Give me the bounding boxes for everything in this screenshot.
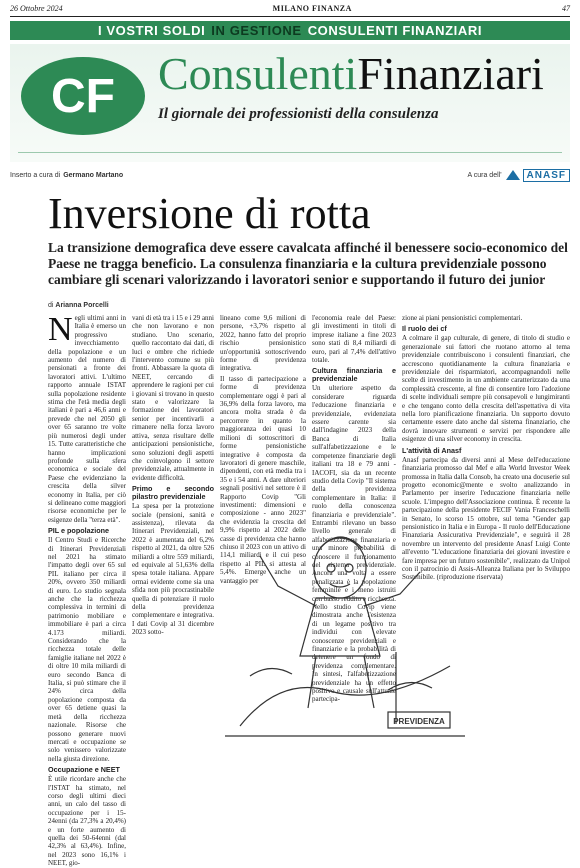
col3-paragraph-2: Il tasso di partecipazione a forme di previdenza complementare oggi è pari al 36,9% della forza lavoro, ma ancora molta strada è da percorrere in quanto la maggioranza dei quasi 10 milioni di sottoscrittori di forme pensionistiche integrative è composta da lavoratori di genere maschile, dipendenti, con età media tra i 35 e i 54 anni. A dare ulteriori segnali positivi nel settore è il Rapporto Covip "Gli investimenti: dimensioni e composizione - anno 2023" che evidenzia la crescita del 9,9% rispetto al 2022 delle casse di previdenza che hanno chiuso il 2023 con un attivo di 114,1 miliardi e il cui peso rispetto al PIL si attesta al 5,4%. Emerge anche un vantaggio per [220, 374, 306, 585]
illustration-sign: PREVIDENZA [393, 717, 445, 726]
col1-subheading-1: PIL e popolazione [48, 526, 109, 536]
drop-cap: N [48, 311, 73, 348]
article-deck: La transizione demografica deve essere cavalcata affinché il benessere socio-economico del Paese ne tragga beneficio. La consulenza finanziaria e la cultura previdenziale possono cambiare gli scenari valorizzando i lavoratori senior e supportando il futuro dei junior [48, 240, 568, 287]
col5-paragraph-3: Anasf partecipa da diversi anni al Mese dell'educazione finanziaria promosso dal Mef e alla World Investor Week promossa in Italia dalla Consob, ha creato una docuserie sul progetto economic@mente e svolto analizzando in Parlamento per inserire l'educazione finanziaria nelle scuole. L'impegno dell'Associazione continua. È recente la partecipazione della presidente FECIF Vania Franceschelli in Senato, lo scorso 15 ottobre, sul tema "Gender gap pensionistico in Italia e in Europa - Il ruolo dell'Educazione Finanziaria Assicurativa Previdenziale", e seguirà il 28 novembre un intervento del presidente Anasf Luigi Conte all'evento "L'educazione finanziaria dei giovani investire e fare impresa per un futuro sostenibile", realizzato da Unipol con il patrocinio di Assis-Alleanza Italiana per lo Sviluppo Sostenibile. (riproduzione riservata) [402, 455, 570, 582]
banner-part3: CONSULENTI FINANZIARI [307, 23, 483, 38]
masthead-title-part2: Finanziari [357, 48, 544, 99]
logo-letters: CF [51, 70, 115, 123]
masthead-title [158, 46, 544, 102]
banner-part2: IN GESTIONE [211, 23, 302, 38]
page-number: 47 [561, 4, 570, 13]
anasf-name: ANASF [523, 169, 570, 182]
col1-paragraph-2: Il Centro Studi e Ricerche di Itinerari Previdenziali nel 2021 ha stimato l'impatto degli over 65 sul PIL italiano per circa il 20%, ovvero 350 miliardi di euro. Lo studio segnala anche che la ricchezza complessiva in termini di patrimonio mobiliare e immobiliare è pari a circa 4.173 miliardi. Considerando che la ricchezza totale delle famiglie italiane nel 2022 è di oltre 10 mila miliardi di euro secondo Banca di Italia, si può stimare che il 24% circa della popolazione composta da over 65 detiene quasi la metà della ricchezza nazionale. Risorse che possono generare nuovi mercati e occupazione se solo venissero valorizzate nella giusta direzione. [48, 536, 126, 763]
col2-paragraph-2: La spesa per la protezione sociale (pensioni, sanità e assistenza), rilevata da Itinerari Previdenziali, nel 2022 è aumentata del 6,2% rispetto al 2021, da oltre 526 miliardi a oltre 559 miliardi, ed equivale al 51,63% della spesa totale italiana. Appare ormai evidente come sia una sfida non più procrastinabile quella di potenziare il ruolo della previdenza complementare e integrativa. I dati Covip al 31 dicembre 2023 sotto- [132, 502, 214, 637]
col2-paragraph-1: vani di età tra i 15 e i 29 anni che non lavorano e non studiano. Uno scenario, quello raccontato dai dati, di luci e ombre che richiede l'intervento comune su più fronti. Abbassare la quota di NEET, cercando di apprendere le ragioni per cui i giovani si trovano in questo stato e valorizzare la formazione dei lavoratori senior per incentivarli a rimanere nella forza lavoro attiva, senza risultare delle anticipazioni pensionistiche, sono soluzioni degli aspetti che coinvolgono il settore previdenziale, attualmente in evidente difficoltà. [132, 314, 214, 482]
insert-label: Inserto a cura di [10, 171, 61, 179]
article-column-1 [48, 311, 126, 868]
masthead-subtitle: Il giornale dei professionisti della consulenza [158, 106, 439, 122]
insert-credits [10, 168, 570, 182]
cartoon-illustration [220, 476, 470, 748]
masthead-title-part1: Consulenti [158, 48, 358, 99]
col4-paragraph-1: l'economia reale del Paese: gli investimenti in titoli di imprese italiane a fine 2023 sono stati di 8,4 miliardi di euro, pari al 7,4% dell'attivo totale. [312, 314, 396, 365]
article-headline: Inversione di rotta [48, 189, 371, 238]
issue-date: 26 Ottobre 2024 [10, 4, 63, 13]
newspaper-name: MILANO FINANZA [272, 4, 352, 13]
cf-logo [18, 54, 148, 138]
article-byline [48, 302, 109, 309]
banner-part1: I VOSTRI SOLDI [97, 23, 206, 38]
col4-subheading-1: Cultura finanziaria e previdenziale [312, 366, 396, 384]
col3-paragraph-1: lineano come 9,6 milioni di persone, +3,7% rispetto al 2022, hanno fatto del proprio rischio pensionistico un'opportunità sottoscrivendo forme di previdenza integrativa. [220, 314, 306, 373]
byline-author: Arianna Porcelli [55, 302, 109, 309]
page-header [10, 4, 570, 17]
anasf-triangle-icon [506, 170, 520, 180]
byline-prefix: di [48, 302, 54, 309]
col5-subheading-2: L'attività di Anasf [402, 445, 462, 455]
section-banner [10, 21, 570, 40]
col5-paragraph-1: zione ai piani pensionistici complementari. [402, 314, 523, 322]
col1-paragraph-3: È utile ricordare anche che l'ISTAT ha stimato, nel corso degli ultimi dieci anni, un calo del tasso di occupazione per i 15-24enni (da 27,3% a 20,4%) e un forte aumento di quella dei 50-64enni (dal 42,3% al 63,4%). Infine, nel 2023 sono 16,1% i NEET, gio- [48, 775, 126, 868]
col2-subheading-1: Primo e secondo pilastro previdenziale [132, 484, 214, 502]
partner-label: A cura dell' [467, 171, 502, 179]
anasf-logo [506, 169, 570, 182]
article-column-3 [220, 314, 306, 585]
col1-subheading-2: Occupazione e NEET [48, 765, 120, 775]
col4-paragraph-2: Un ulteriore aspetto da considerare riguarda l'educazione finanziaria e previdenziale, evidenziata essere carente sia dall'indagine 2023 della Banca di Italia sull'alfabetizzazione e le competenze finanziarie degli italiani tra 18 e 79 anni - IACOFI, sia da un recente studio della Covip "Il sistema della previdenza complementare in Italia: il ruolo della conoscenza finanziaria e previdenziale". Entrambi rilevano un basso livello generale di alfabetizzazione finanziaria e una minore probabilità di conoscere il funzionamento del sistema previdenziale. Ancora una volta a essere penalizzata è la popolazione femminile e i meno istruiti con basso reddito e ricchezza. Nello studio Covip viene dimostrata anche l'esistenza di un legame positivo tra individui con elevate conoscenze previdenziali e finanziarie e la probabilità di detenere un fondo di previdenza complementare. In sintesi, l'alfabetizzazione previdenziale ha un effetto positivo e causale sull'attuale partecipa- [312, 384, 396, 704]
col5-subheading-1: Il ruolo dei cf [402, 324, 447, 334]
col5-paragraph-2: A colmare il gap culturale, di genere, di titolo di studio e generazionale sui fattori che ruotano attorno al tema previdenziale contribuiscono i consulenti finanziari, che accrescono quotidianamente la cultura finanziaria e previdenziale dei risparmiatori, accompagnandoli nelle scelte di investimento in un ambiente caratterizzato da una complessità crescente, al fine di consentire loro l'adozione di scelte individuali sempre più consapevoli e lungimiranti e che tengano conto della crescita dell'aspettativa di vita nella loro pianificazione finanziaria. Un supporto dovuto certamente essere dato anche dal sistema finanziario, che dovrà innovare strumenti e servizi per rispondere alle esigenze di una silver economy in crescita. [402, 334, 570, 444]
article-column-2 [132, 314, 214, 746]
masthead [10, 44, 570, 162]
insert-curator: Germano Martano [63, 171, 124, 179]
masthead-divider [18, 152, 562, 153]
col1-paragraph-1: egli ultimi anni in Italia è emerso un progressivo invecchiamento della popolazione e un aumento del numero di pensionati a fronte dei lavoratori attivi. L'ultimo rapporto annuale ISTAT sulla popolazione residente stima che l'età media degli italiani è pari a 46,6 anni e prevede che nel 2050 gli over 65 saranno tre volte più numerosi degli under 15. Tutte caratteristiche che hanno implicazioni profonde sulla sfera economica e sociale del Paese che evidenziano la crescita della silver economy in Italia, per ciò si delineano come maggiori risorse economiche per le esigenze della "terza età". [48, 314, 126, 524]
